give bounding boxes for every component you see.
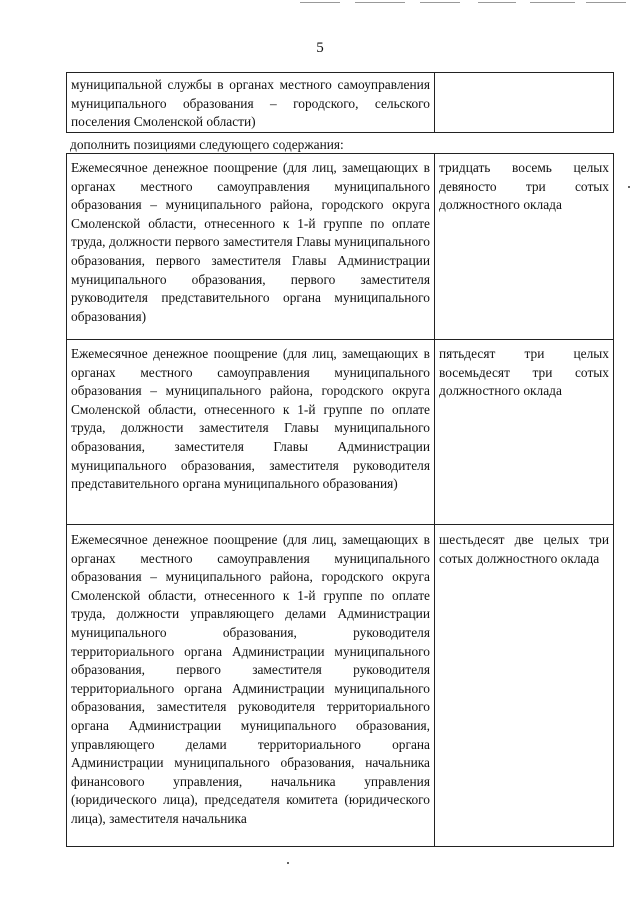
instruction-text: дополнить позициями следующего содержания: [70, 137, 344, 152]
table-border [66, 132, 614, 133]
table-cell-position: Ежемесячное денежное поощрение (для лиц, замещающих в органах местного самоуправления муниципального образования – муниципального района, городского округа Смоленской области, отнесенного к 1-й группе по оплате труда, должности управляющего делами Администрации муниципального образования, руководителя территориального органа Администрации муниципального образования, первого заместителя руководителя территориального органа Администрации муниципального образования, заместителя руководителя территориального органа Администрации муниципального образования, управляющего делами территориального органа Администрации муниципального образования, начальника финансового управления, начальника управления (юридического лица), председателя комитета (юридического лица), заместителя начальника [71, 532, 430, 826]
scan-artifact-line [586, 2, 626, 3]
table-border [434, 153, 435, 847]
table-border [66, 524, 614, 525]
table-border [66, 72, 67, 133]
scan-speck [628, 186, 630, 188]
table-cell-amount: пятьдесят три целых восемьдесят три сотых должностного оклада [439, 346, 609, 399]
table-border [66, 153, 67, 847]
table-cell-amount: тридцать восемь целых девяносто три сотых должностного оклада [439, 160, 609, 213]
scan-artifact-line [420, 2, 460, 3]
table-cell-position: муниципальной службы в органах местного самоуправления муниципального образования – городского, сельского поселения Смоленской области) [71, 77, 430, 130]
table-cell-position: Ежемесячное денежное поощрение (для лиц, замещающих в органах местного самоуправления муниципального образования – муниципального района, городского округа Смоленской области, отнесенного к 1-й группе по оплате труда, должности заместителя Главы муниципального образования, заместителя Главы Администрации муниципального образования, заместителя руководителя представительного органа муниципального образования) [71, 346, 430, 492]
scan-artifact-line [300, 2, 340, 3]
table-border [66, 72, 614, 73]
scan-speck [287, 862, 289, 864]
scan-artifact-line [478, 2, 516, 3]
table-cell-amount: шестьдесят две целых три сотых должностного оклада [439, 532, 609, 566]
table-cell-position: Ежемесячное денежное поощрение (для лиц, замещающих в органах местного самоуправления муниципального образования – муниципального района, городского округа Смоленской области, отнесенного к 1-й группе по оплате труда, должности первого заместителя Главы муниципального образования, первого заместителя Главы Администрации муниципального образования, первого заместителя руководителя представительного органа муниципального образования) [71, 160, 430, 324]
scan-artifact-line [355, 2, 405, 3]
table-border [613, 153, 614, 847]
table-border [66, 153, 614, 154]
table-border [434, 72, 435, 133]
scan-artifact-line [530, 2, 575, 3]
table-border [613, 72, 614, 133]
table-border [66, 846, 614, 847]
table-border [66, 339, 614, 340]
page-number: 5 [316, 40, 324, 56]
